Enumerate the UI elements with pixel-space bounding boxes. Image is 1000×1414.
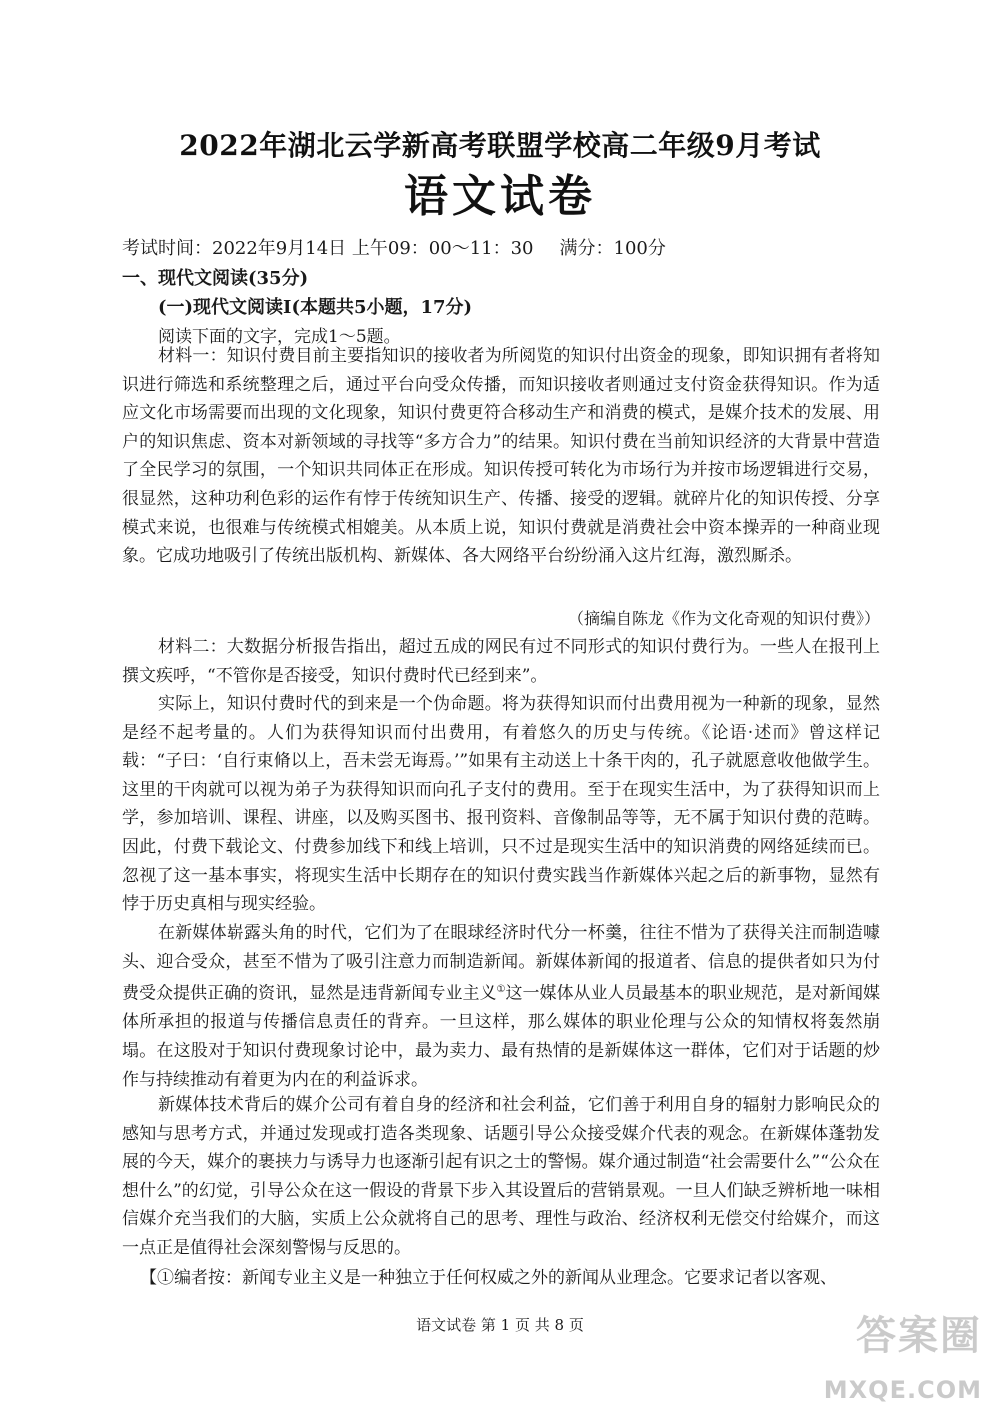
exam-subtitle: 语文试卷: [404, 171, 596, 222]
exam-title: 2022年湖北云学新高考联盟学校高二年级9月考试: [179, 129, 821, 162]
watermark-logo: 答案圈: [856, 1313, 982, 1359]
material-2-paragraph-1: 材料二：大数据分析报告指出，超过五成的网民有过不同形式的知识付费行为。一些人在报刊上撰文疾呼，“不管你是否接受，知识付费时代已经到来”。: [122, 637, 880, 686]
exam-score: 满分：100分: [559, 238, 666, 259]
page-footer: 语文试卷 第 1 页 共 8 页: [416, 1316, 584, 1334]
reading-instruction: 阅读下面的文字，完成1～5题。: [158, 327, 401, 347]
footnote-marker: ①: [496, 984, 506, 996]
paragraph-3-part-a: 在新媒体崭露头角的时代，它们为了在眼球经济时代分一杯羹，往往不惜为了获得关注而制造噱头、迎合受众，甚至不惜为了吸引注意力而制造新闻。新媒体新闻的报道者、信息的提供者如只为付费受众提供正确的资讯，显然是违背新闻专业主义: [122, 923, 880, 1004]
material-2-paragraph-3: [122, 919, 880, 1094]
paragraph-3-part-b: 这一媒体从业人员最基本的职业规范，是对新闻媒体所承担的报道与传播信息责任的背弃。一旦这样，那么媒体的职业伦理与公众的知情权将轰然崩塌。在这股对于知识付费现象讨论中，最为卖力、最有热情的是新媒体这一群体，它们对于话题的炒作与持续推动有着更为内在的利益诉求。: [122, 983, 881, 1090]
watermark: [823, 1306, 986, 1406]
subsection-heading: (一)现代文阅读Ⅰ(本题共5小题，17分): [158, 297, 473, 318]
editor-note: 【①编者按：新闻专业主义是一种独立于任何权威之外的新闻从业理念。它要求记者以客观、: [140, 1268, 837, 1288]
material-2-paragraph-2: 实际上，知识付费时代的到来是一个伪命题。将为获得知识而付出费用视为一种新的现象，显然是经不起考量的。人们为获得知识而付出费用，有着悠久的历史与传统。《论语·述而》曾这样记载：“子曰：‘自行束脩以上，吾未尝无诲焉。’”如果有主动送上十条干肉的，孔子就愿意收他做学生。这里的干肉就可以视为弟子为获得知识而向孔子支付的费用。至于在现实生活中，为了获得知识而上学，参加培训、课程、讲座，以及购买图书、报刊资料、音像制品等等，无不属于知识付费的范畴。因此，付费下载论文、付费参加线下和线上培训，只不过是现实生活中的知识消费的网络延续而已。忽视了这一基本事实，将现实生活中长期存在的知识付费实践当作新媒体兴起之后的新事物，显然有悖于历史真相与现实经验。: [122, 694, 880, 915]
material-2-paragraph-4: 新媒体技术背后的媒介公司有着自身的经济和社会利益，它们善于利用自身的辐射力影响民众的感知与思考方式，并通过发现或打造各类现象、话题引导公众接受媒介代表的观念。在新媒体蓬勃发展的今天，媒介的裹挟力与诱导力也逐渐引起有识之士的警惕。媒介通过制造“社会需要什么”“公众在想什么”的幻觉，引导公众在这一假设的背景下步入其设置后的营销景观。一旦人们缺乏辨析地一味相信媒介充当我们的大脑，实质上公众就将自己的思考、理性与政治、经济权利无偿交付给媒介，而这一点正是值得社会深刻警惕与反思的。: [122, 1095, 880, 1258]
section-heading: 一、现代文阅读(35分): [122, 268, 309, 289]
material-1-source: （摘编自陈龙《作为文化奇观的知识付费》）: [567, 609, 880, 628]
exam-info: [122, 234, 692, 260]
material-1-paragraph: 材料一：知识付费目前主要指知识的接收者为所阅览的知识付出资金的现象，即知识拥有者将知识进行筛选和系统整理之后，通过平台向受众传播，而知识接收者则通过支付资金获得知识。作为适应文化市场需要而出现的文化现象，知识付费更符合移动生产和消费的模式，是媒介技术的发展、用户的知识焦虑、资本对新领域的寻找等“多方合力”的结果。知识付费在当前知识经济的大背景中营造了全民学习的氛围，一个知识共同体正在形成。知识传授可转化为市场行为并按市场逻辑进行交易，很显然，这种功利色彩的运作有悖于传统知识生产、传播、接受的逻辑。就碎片化的知识传授、分享模式来说，也很难与传统模式相媲美。从本质上说，知识付费就是消费社会中资本操弄的一种商业现象。它成功地吸引了传统出版机构、新媒体、各大网络平台纷纷涌入这片红海，激烈厮杀。: [122, 346, 880, 567]
exam-time: 考试时间：2022年9月14日 上午09：00～11：30: [122, 238, 534, 259]
watermark-url: MXQE.COM: [823, 1376, 982, 1404]
